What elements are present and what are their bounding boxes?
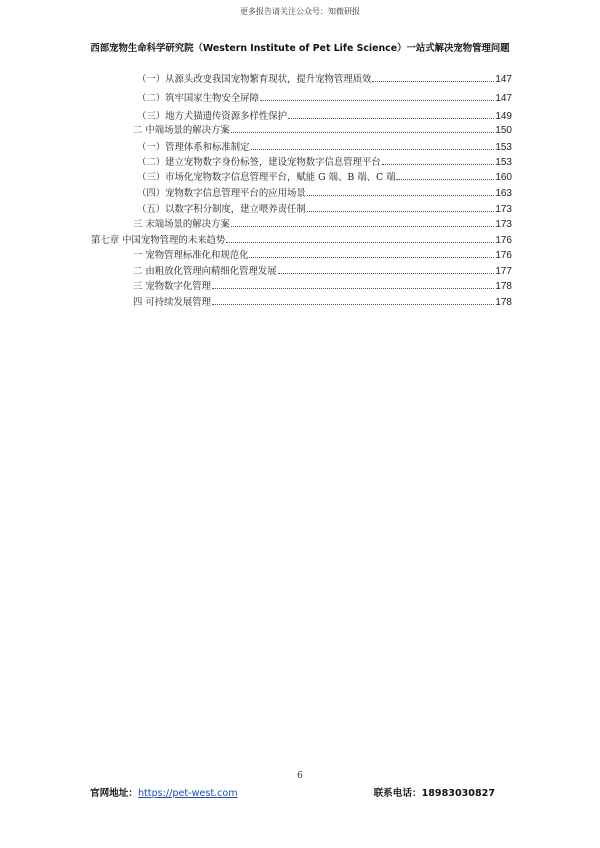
- toc-leader: [278, 273, 495, 274]
- toc-entry-label: 三 末端场景的解决方案: [133, 219, 230, 230]
- footer-phone: [374, 785, 495, 799]
- toc-entry-page: 153: [495, 157, 512, 168]
- footer-website: [90, 785, 238, 799]
- toc-entry[interactable]: [133, 276, 512, 292]
- toc-leader: [231, 226, 495, 227]
- toc-leader: [307, 195, 495, 196]
- toc-entry-label: （一）管理体系和标准制定: [137, 142, 250, 153]
- toc-entry[interactable]: [137, 167, 512, 183]
- toc-entry[interactable]: [137, 199, 512, 215]
- toc-entry-label: （五）以数字积分制度，建立喂养责任制: [137, 204, 306, 215]
- toc-entry-label: 二 中端场景的解决方案: [133, 125, 230, 136]
- toc-entry-page: 177: [495, 266, 512, 277]
- toc-leader: [212, 288, 494, 289]
- toc-leader: [251, 149, 495, 150]
- toc-leader: [249, 257, 494, 258]
- toc-entry-label: 三 宠物数字化管理: [133, 281, 211, 292]
- toc-leader: [382, 164, 495, 165]
- toc-leader: [396, 179, 494, 180]
- toc-leader: [226, 242, 494, 243]
- toc-entry-page: 163: [495, 188, 512, 199]
- toc-leader: [260, 100, 494, 101]
- toc-entry-page: 149: [495, 111, 512, 122]
- page-footer: [90, 785, 495, 799]
- page-header: 西部宠物生命科学研究院（Western Institute of Pet Life Science）一站式解决宠物管理问题: [90, 43, 510, 54]
- toc-leader: [288, 118, 494, 119]
- toc-entry[interactable]: [137, 152, 512, 168]
- toc-entry[interactable]: [133, 261, 512, 277]
- phone-number: 18983030827: [421, 788, 495, 799]
- toc-entry-label: 第七章 中国宠物管理的未来趋势: [91, 235, 226, 246]
- toc-leader: [212, 304, 494, 305]
- website-label: 官网地址：: [90, 788, 138, 799]
- website-link[interactable]: https://pet-west.com: [137, 788, 238, 799]
- toc-entry[interactable]: [91, 230, 512, 246]
- toc-entry-label: 四 可持续发展管理: [133, 297, 211, 308]
- toc-entry-page: 178: [495, 297, 512, 308]
- toc-entry-page: 147: [495, 74, 512, 85]
- toc-entry-page: 178: [495, 281, 512, 292]
- top-note: 更多报告请关注公众号：知微研报: [240, 7, 360, 16]
- toc-entry-label: （二）筑牢国家生物安全屏障: [137, 93, 259, 104]
- toc-entry[interactable]: [137, 137, 512, 153]
- toc-entry-page: 160: [495, 172, 512, 183]
- toc-entry-label: 二 由粗放化管理向精细化管理发展: [133, 266, 277, 277]
- toc-entry[interactable]: [137, 183, 512, 199]
- toc-entry-label: 一 宠物管理标准化和规范化: [133, 250, 249, 261]
- toc-entry-page: 173: [495, 204, 512, 215]
- toc-entry-label: （三）市场化宠物数字信息管理平台，赋能 G 端、B 端、C 端: [137, 172, 396, 183]
- toc-entry-page: 176: [495, 250, 512, 261]
- toc-entry[interactable]: [133, 120, 512, 136]
- toc-entry[interactable]: [137, 88, 512, 104]
- toc-leader: [231, 132, 495, 133]
- toc-entry-label: （四）宠物数字信息管理平台的应用场景: [137, 188, 306, 199]
- phone-label: 联系电话：: [373, 788, 422, 799]
- toc-entry-label: （一）从源头改变我国宠物繁育现状，提升宠物管理质效: [137, 74, 372, 85]
- toc-leader: [307, 211, 495, 212]
- toc-entry-label: （二）建立宠物数字身份标签，建设宠物数字信息管理平台: [137, 157, 381, 168]
- page-number: 6: [297, 771, 303, 781]
- toc-entry-page: 153: [495, 142, 512, 153]
- toc-leader: [372, 81, 494, 82]
- toc-entry[interactable]: [133, 292, 512, 308]
- toc-entry-page: 173: [495, 219, 512, 230]
- toc-entry-page: 147: [495, 93, 512, 104]
- toc-entry-page: 150: [495, 125, 512, 136]
- toc-entry-page: 176: [495, 235, 512, 246]
- toc-entry[interactable]: [133, 245, 512, 261]
- toc-entry-label: （三）地方犬猫遗传资源多样性保护: [137, 111, 288, 122]
- toc-entry[interactable]: [133, 214, 512, 230]
- toc-entry[interactable]: [137, 69, 512, 85]
